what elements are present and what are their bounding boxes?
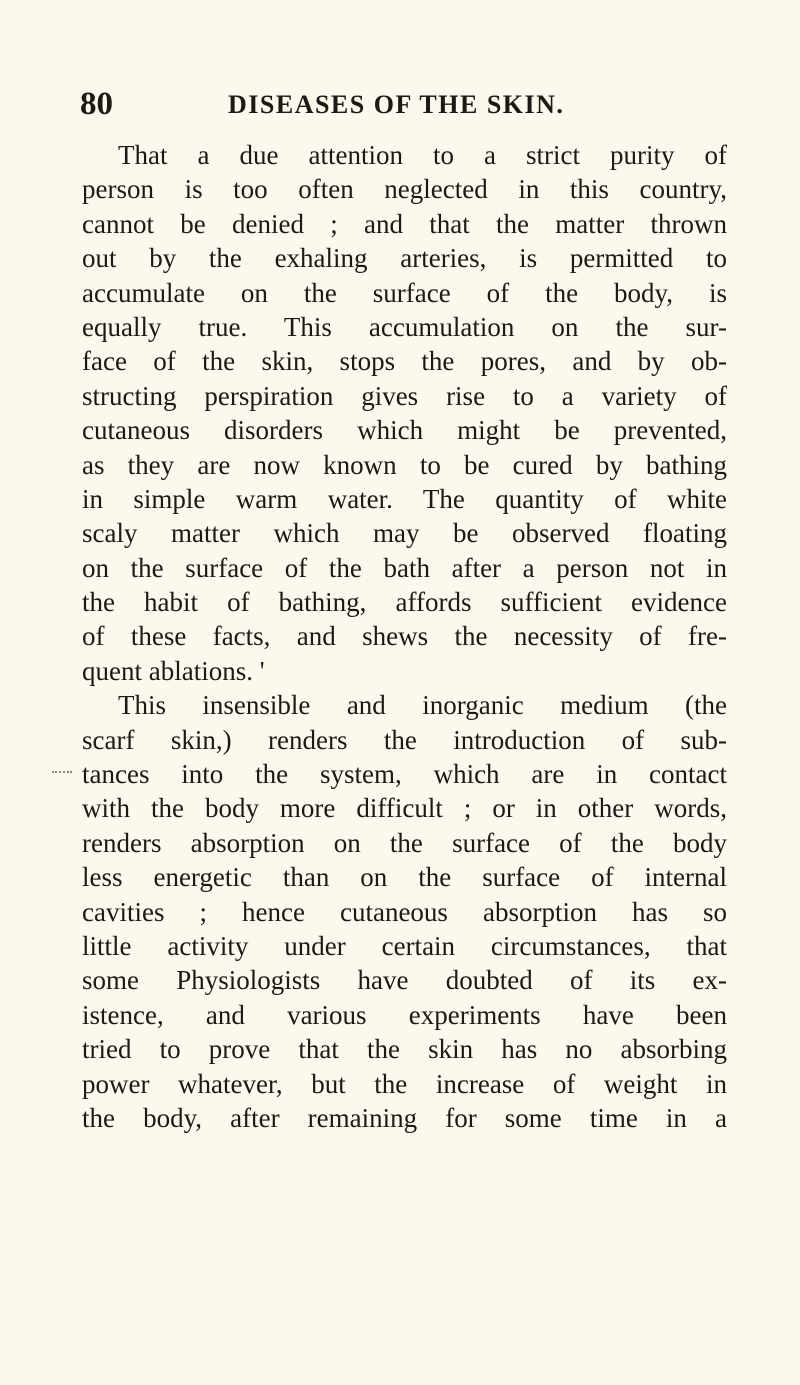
text-line: person is too often neglected in this country, xyxy=(82,174,727,205)
text-line: renders absorption on the surface of the body xyxy=(82,827,727,858)
text-line: quent ablations. ' xyxy=(82,655,265,686)
text-line: face of the skin, stops the pores, and by ob- xyxy=(82,346,727,377)
text-line: in simple warm water. The quantity of white xyxy=(82,483,727,514)
paragraph-2 xyxy=(82,688,727,1135)
text-line: some Physiologists have doubted of its ex- xyxy=(82,965,727,996)
text-line: cutaneous disorders which might be prevented, xyxy=(82,415,727,446)
text-line: as they are now known to be cured by bathing xyxy=(82,449,727,480)
body-text xyxy=(82,138,727,1135)
text-line: structing perspiration gives rise to a variety of xyxy=(82,380,727,411)
text-line: the body, after remaining for some time in a xyxy=(82,1102,727,1133)
text-line: of these facts, and shews the necessity of fre- xyxy=(82,621,727,652)
text-line: out by the exhaling arteries, is permitted to xyxy=(82,243,727,274)
text-line: less energetic than on the surface of internal xyxy=(82,862,727,893)
text-line: equally true. This accumulation on the sur- xyxy=(82,311,727,342)
text-line: little activity under certain circumstances, that xyxy=(82,930,727,961)
text-line: with the body more difficult ; or in other words, xyxy=(82,793,727,824)
paragraph-1 xyxy=(82,138,727,688)
page-header xyxy=(80,84,720,124)
text-line: istence, and various experiments have been xyxy=(82,999,727,1030)
text-line: cavities ; hence cutaneous absorption has so xyxy=(82,896,727,927)
text-line: scaly matter which may be observed floating xyxy=(82,518,727,549)
text-line: tances into the system, which are in contact xyxy=(82,759,727,790)
margin-mark xyxy=(52,771,72,775)
text-line: That a due attention to a strict purity of xyxy=(118,140,727,170)
text-line: on the surface of the bath after a person not in xyxy=(82,552,727,583)
text-line: the habit of bathing, affords sufficient evidence xyxy=(82,587,727,618)
text-line: power whatever, but the increase of weight in xyxy=(82,1068,727,1099)
page-number: 80 xyxy=(80,86,113,122)
text-line: scarf skin,) renders the introduction of sub- xyxy=(82,724,727,755)
text-line: This insensible and inorganic medium (the xyxy=(118,690,727,721)
text-line: cannot be denied ; and that the matter thrown xyxy=(82,208,727,239)
text-line: accumulate on the surface of the body, is xyxy=(82,277,727,308)
text-line: tried to prove that the skin has no absorbing xyxy=(82,1034,727,1065)
running-head: DISEASES OF THE SKIN. xyxy=(228,90,565,119)
